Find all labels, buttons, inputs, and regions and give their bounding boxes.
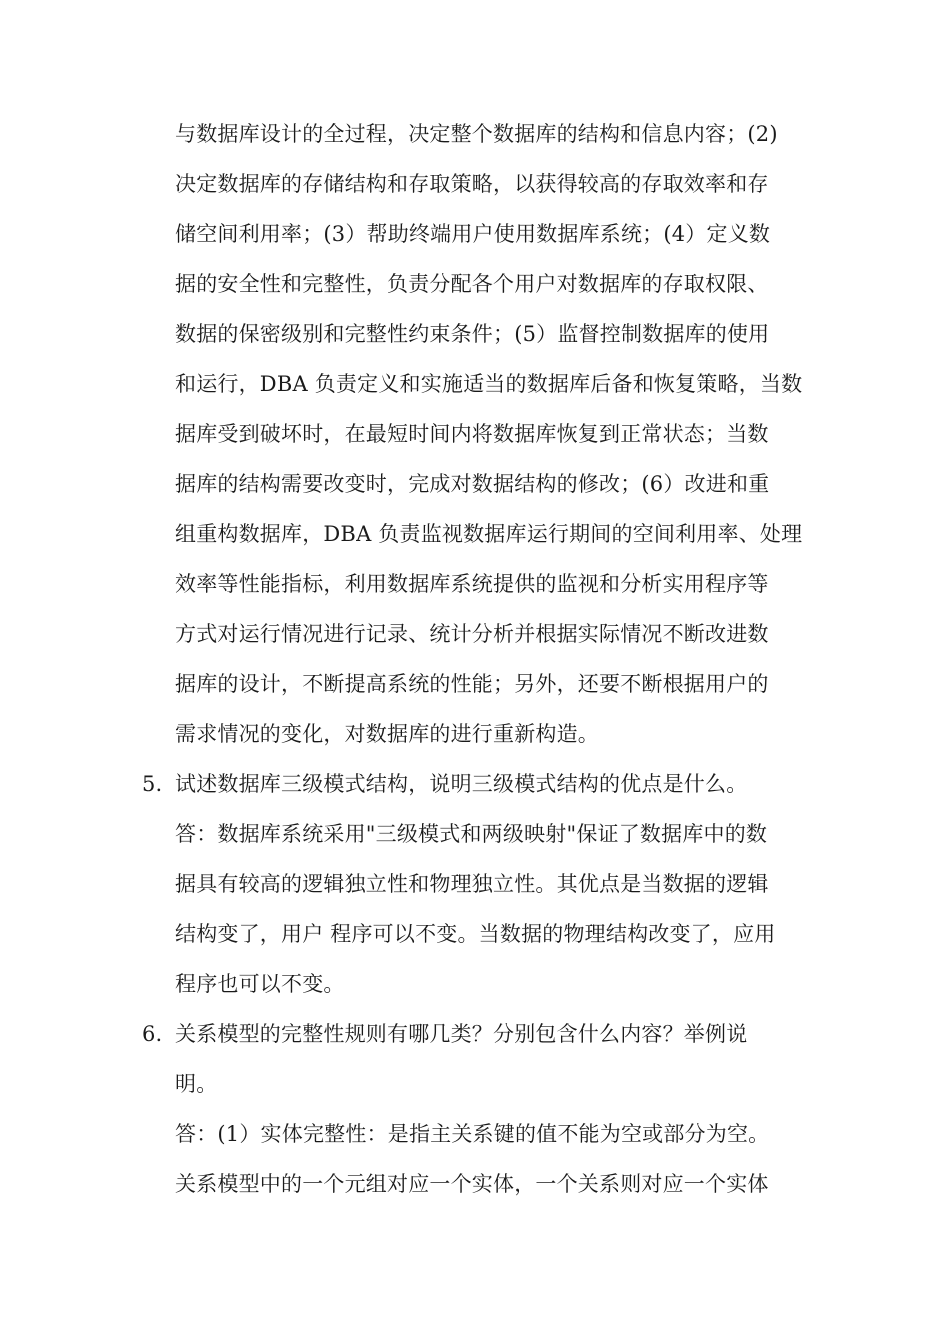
text-line: 需求情况的变化，对数据库的进行重新构造。: [175, 722, 599, 746]
text-line: 决定数据库的存储结构和存取策略，以获得较高的存取效率和存: [175, 172, 769, 196]
text-line: 据库的设计，不断提高系统的性能；另外，还要不断根据用户的: [175, 672, 769, 696]
text-line: 与数据库设计的全过程，决定整个数据库的结构和信息内容；(2): [175, 122, 778, 146]
text-line: 据库的结构需要改变时，完成对数据结构的修改；(6）改进和重: [175, 472, 770, 496]
text-line: 数据的保密级别和完整性约束条件；(5）监督控制数据库的使用: [175, 322, 770, 346]
text-line: 和运行，DBA 负责定义和实施适当的数据库后备和恢复策略，当数: [175, 372, 803, 396]
question-text: 明。: [175, 1072, 218, 1096]
question-text: 关系模型的完整性规则有哪几类？分别包含什么内容？举例说: [175, 1022, 748, 1046]
text-line: 储空间利用率；(3）帮助终端用户使用数据库系统；(4）定义数: [175, 222, 771, 246]
answer-line: 答：数据库系统采用"三级模式和两级映射"保证了数据库中的数: [175, 822, 768, 846]
question-number: 6.: [142, 1022, 163, 1046]
answer-line: 结构变了，用户 程序可以不变。当数据的物理结构改变了，应用: [175, 922, 776, 946]
text-line: 据库受到破坏时，在最短时间内将数据库恢复到正常状态；当数: [175, 422, 769, 446]
answer-line: 程序也可以不变。: [175, 972, 345, 996]
text-line: 据的安全性和完整性，负责分配各个用户对数据库的存取权限、: [175, 272, 769, 296]
answer-line: 据具有较高的逻辑独立性和物理独立性。其优点是当数据的逻辑: [175, 872, 769, 896]
text-line: 方式对运行情况进行记录、统计分析并根据实际情况不断改进数: [175, 622, 769, 646]
question-number: 5.: [142, 772, 163, 796]
text-line: 效率等性能指标，利用数据库系统提供的监视和分析实用程序等: [175, 572, 769, 596]
answer-line: 答：(1）实体完整性：是指主关系键的值不能为空或部分为空。: [175, 1122, 770, 1146]
answer-line: 关系模型中的一个元组对应一个实体，一个关系则对应一个实体: [175, 1172, 769, 1196]
question-text: 试述数据库三级模式结构，说明三级模式结构的优点是什么。: [175, 772, 748, 796]
text-line: 组重构数据库，DBA 负责监视数据库运行期间的空间利用率、处理: [175, 522, 803, 546]
